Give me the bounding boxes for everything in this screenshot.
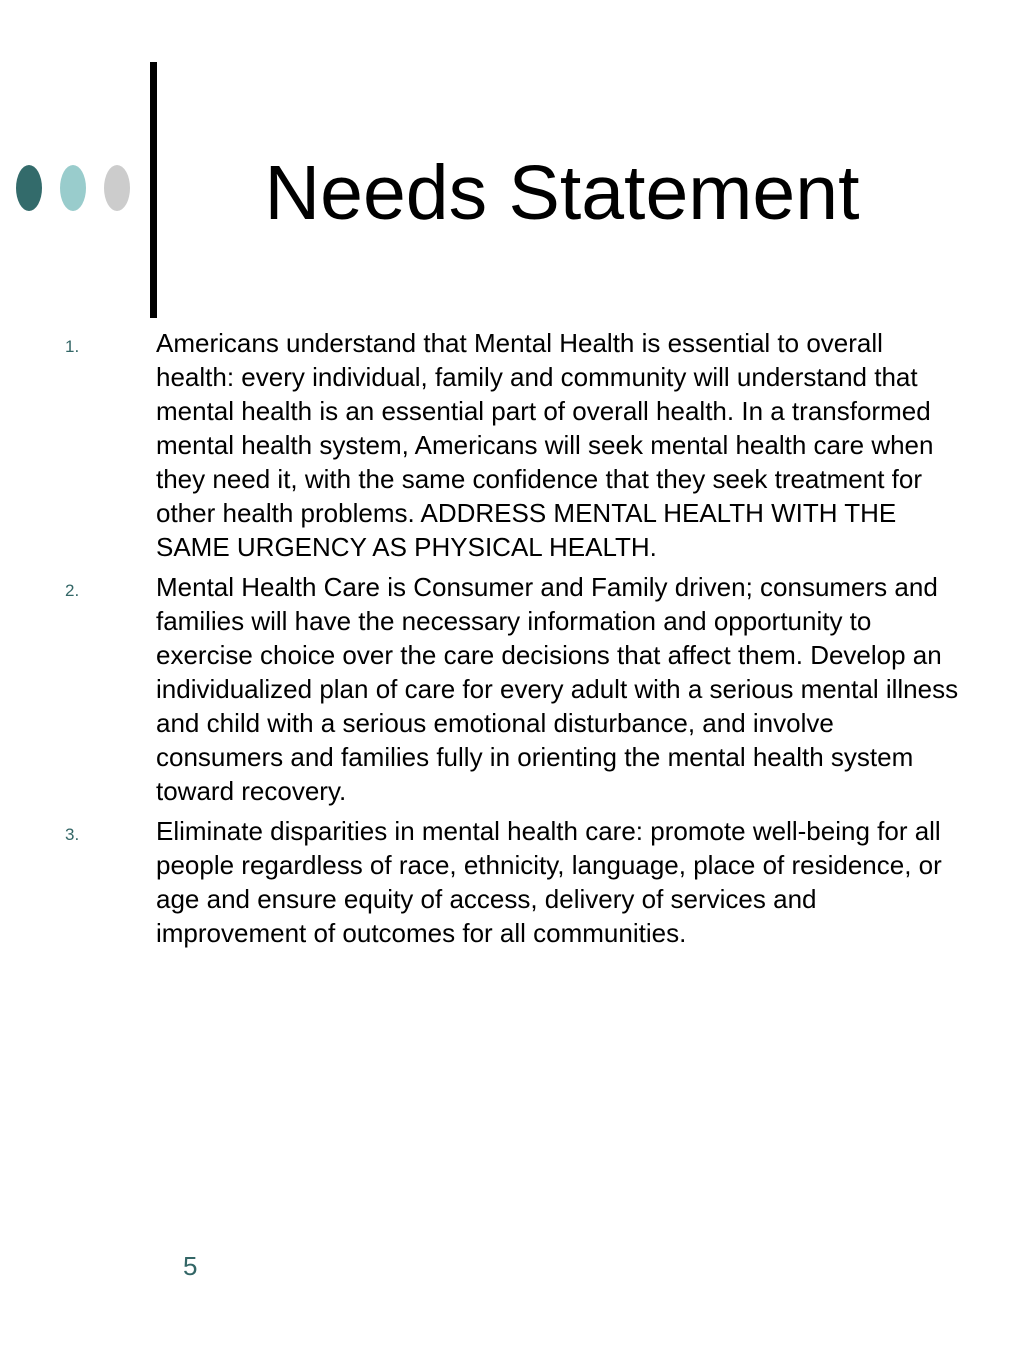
list-item xyxy=(0,326,1024,564)
list-item-text: Americans understand that Mental Health is essential to overall health: every individual, family and community will understand that mental health is an essential part of overall health. In a transformed mental health system, Americans will seek mental health care when they need it, with the same confidence that they seek treatment for other health problems. ADDRESS MENTAL HEALTH WITH THE SAME URGENCY AS PHYSICAL HEALTH. xyxy=(156,328,934,562)
light-teal-dot xyxy=(60,165,86,211)
list-item-number: 3. xyxy=(65,825,80,844)
dark-teal-dot xyxy=(16,165,42,211)
decorative-dots xyxy=(16,165,136,213)
numbered-list xyxy=(0,326,1024,956)
list-item-number: 1. xyxy=(65,337,80,356)
page-number: 5 xyxy=(183,1251,198,1281)
grey-dot xyxy=(104,165,130,211)
title-divider-bar xyxy=(150,62,157,318)
list-item-text: Eliminate disparities in mental health care: promote well-being for all people regardless of race, ethnicity, language, place of residence, or age and ensure equity of access, delivery of services and improvement of outcomes for all communities. xyxy=(156,816,942,948)
list-item-number: 2. xyxy=(65,581,80,600)
list-item xyxy=(0,570,1024,808)
list-item-text: Mental Health Care is Consumer and Family driven; consumers and families will have the necessary information and opportunity to exercise choice over the care decisions that affect them. Develop an individualized plan of care for every adult with a serious mental illness and child with a serious emotional disturbance, and involve consumers and families fully in orienting the mental health system toward recovery. xyxy=(156,572,959,806)
slide-title: Needs Statement xyxy=(264,150,860,236)
list-item xyxy=(0,814,1024,950)
